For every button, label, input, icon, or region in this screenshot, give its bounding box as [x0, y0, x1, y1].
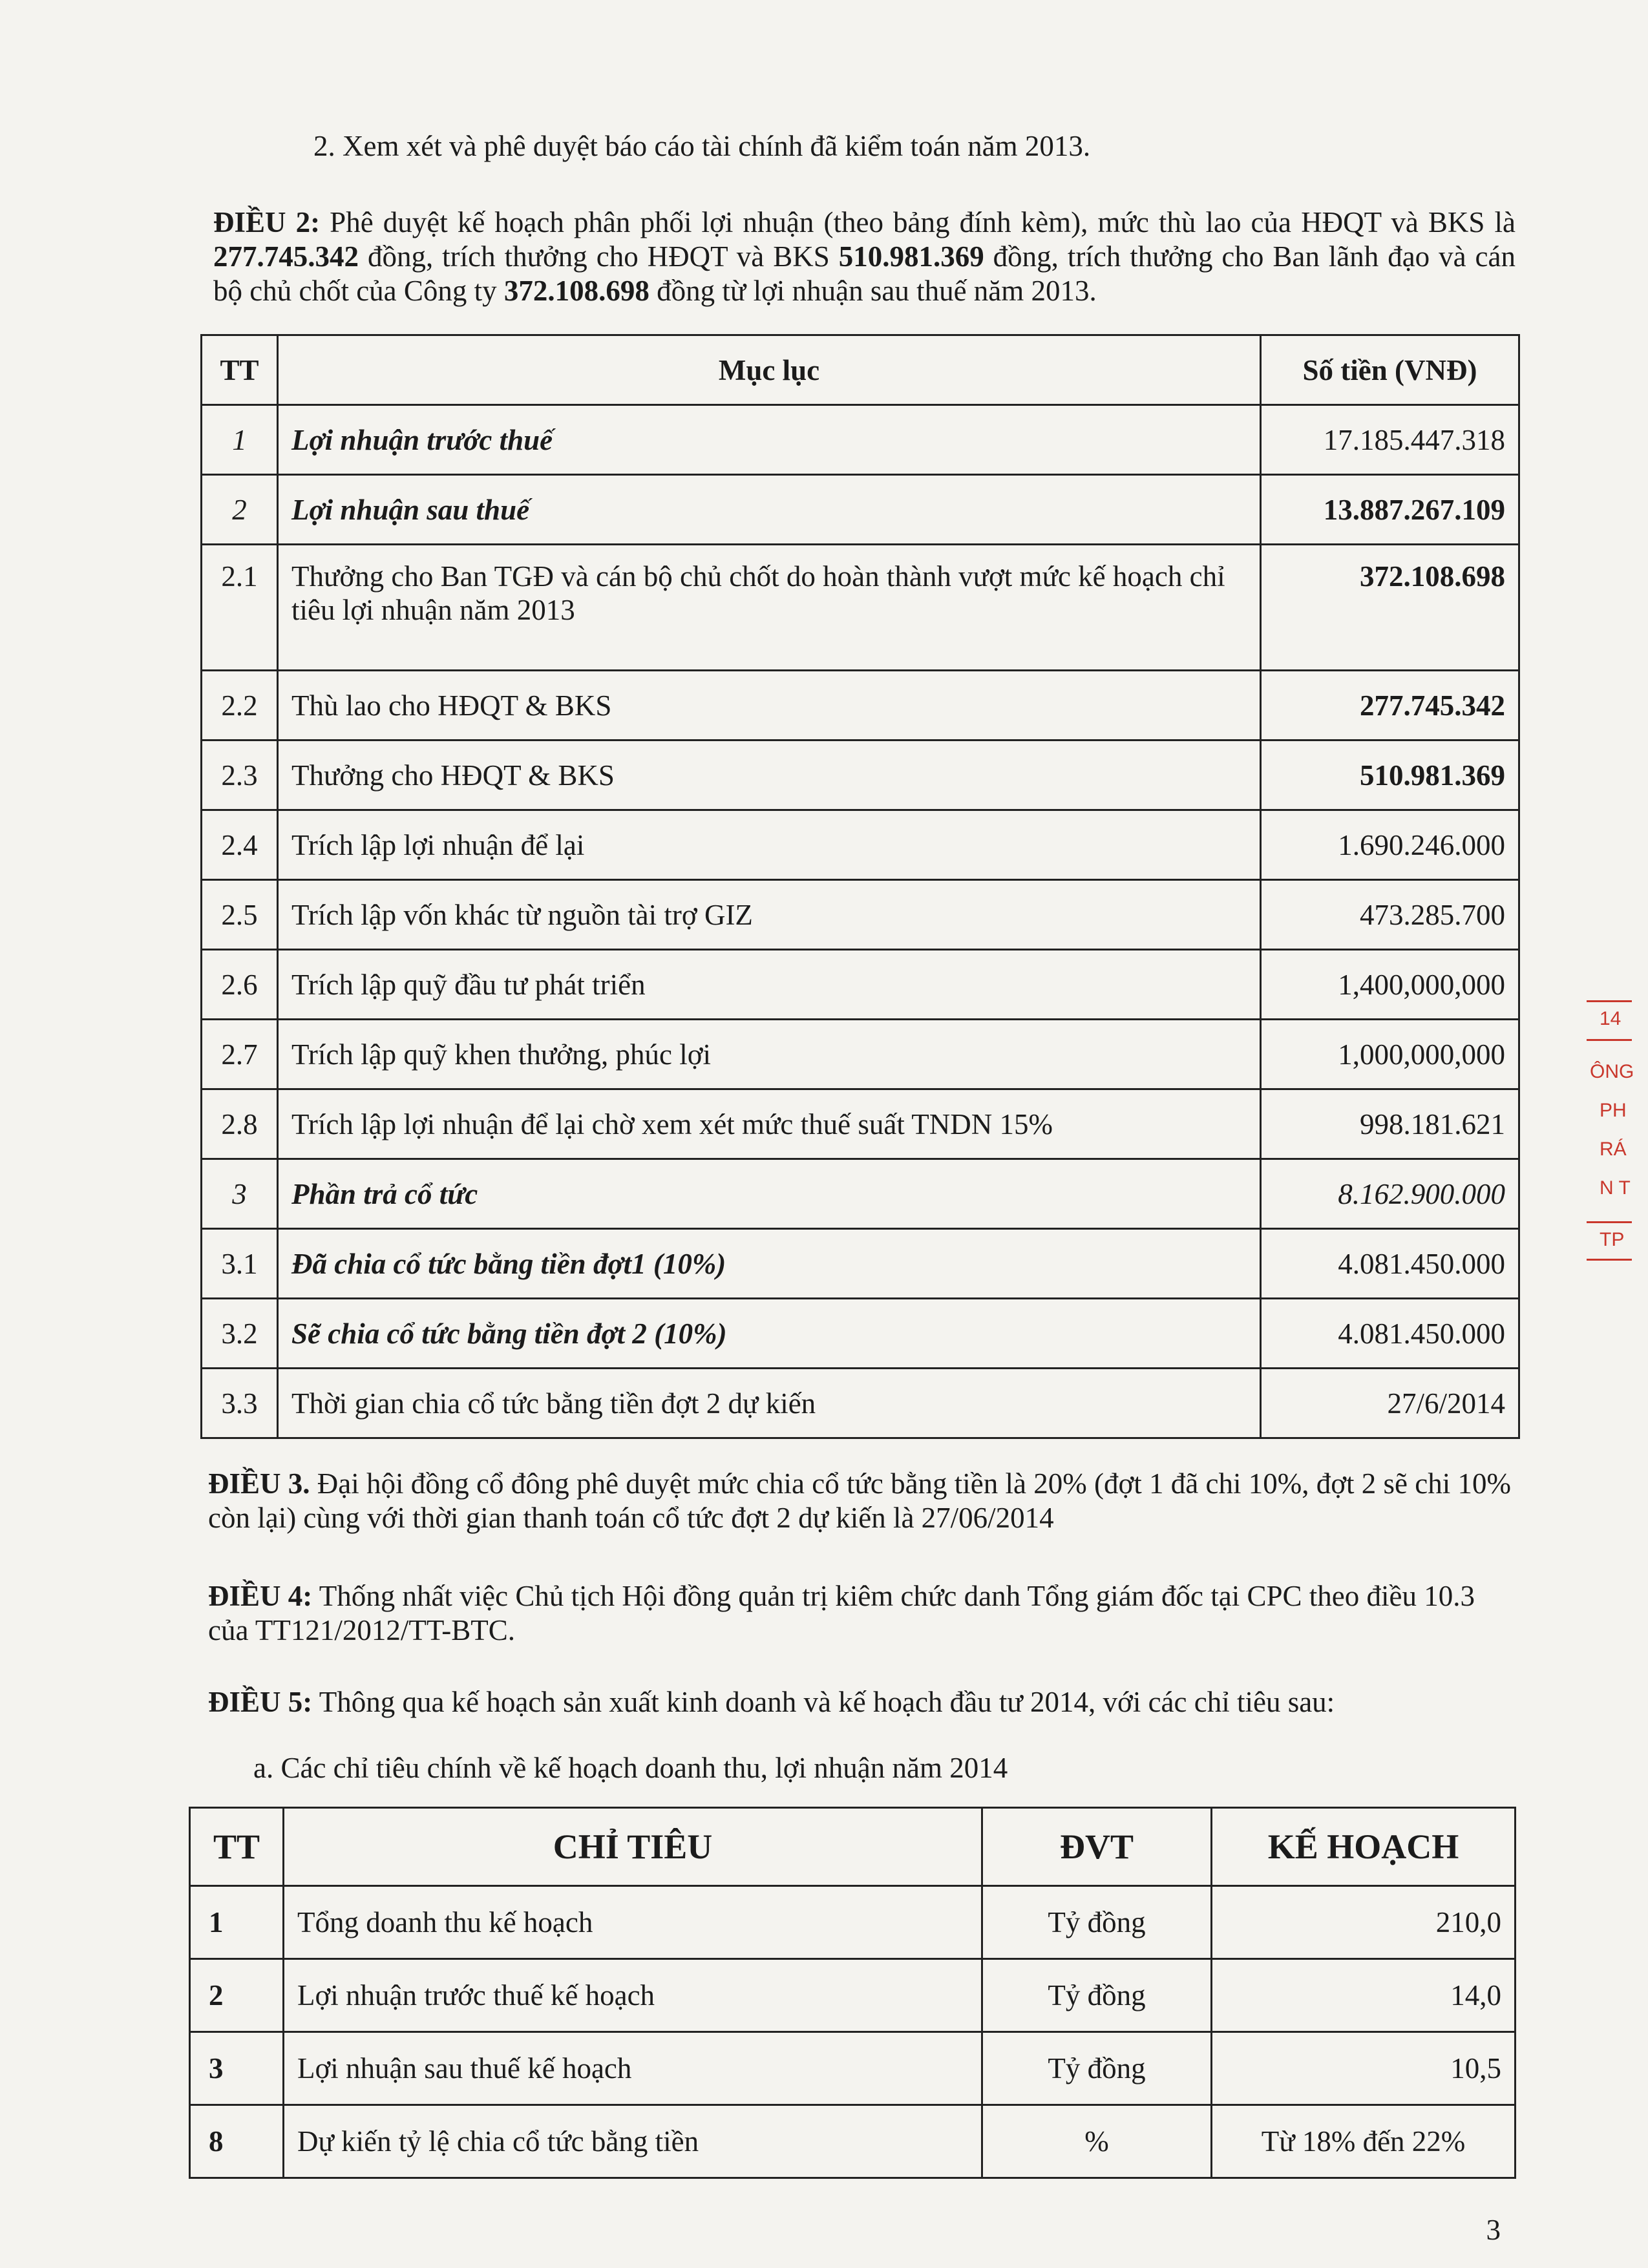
row-amount: 473.285.700	[1261, 880, 1519, 950]
plan-indicators-table	[189, 1807, 1516, 2179]
header-indicator: CHỈ TIÊU	[284, 1808, 982, 1886]
row-unit: %	[982, 2105, 1212, 2178]
row-tt: 2.7	[202, 1020, 278, 1089]
dieu-3-paragraph	[208, 1467, 1514, 1535]
stamp-line	[1587, 1039, 1632, 1041]
row-amount: 1,400,000,000	[1261, 950, 1519, 1020]
stamp-text: ÔNG	[1590, 1061, 1634, 1082]
row-item: Trích lập quỹ khen thưởng, phúc lợi	[278, 1020, 1261, 1089]
row-plan: Từ 18% đến 22%	[1212, 2105, 1516, 2178]
row-amount: 998.181.621	[1261, 1089, 1519, 1159]
row-amount: 277.745.342	[1261, 671, 1519, 740]
table-row	[202, 545, 1519, 671]
row-tt: 3	[202, 1159, 278, 1229]
row-unit: Tỷ đồng	[982, 1959, 1212, 2032]
row-amount: 372.108.698	[1261, 545, 1519, 671]
row-item: Trích lập vốn khác từ nguồn tài trợ GIZ	[278, 880, 1261, 950]
dieu-5-label: ĐIỀU 5:	[208, 1686, 313, 1718]
row-tt: 2.3	[202, 740, 278, 810]
table-row	[202, 1229, 1519, 1299]
dieu-4-text: Thống nhất việc Chủ tịch Hội đồng quản trị kiêm chức danh Tổng giám đốc tại CPC theo điều 10.3 của TT121/2012/TT-BTC.	[208, 1580, 1475, 1646]
row-amount: 4.081.450.000	[1261, 1299, 1519, 1369]
row-tt: 2.4	[202, 810, 278, 880]
header-unit: ĐVT	[982, 1808, 1212, 1886]
sub-item-a: a. Các chỉ tiêu chính về kế hoạch doanh thu, lợi nhuận năm 2014	[253, 1752, 1008, 1784]
row-item: Phần trả cổ tức	[278, 1159, 1261, 1229]
dieu-5-paragraph	[208, 1685, 1520, 1719]
row-amount: 1,000,000,000	[1261, 1020, 1519, 1089]
stamp-line	[1587, 1221, 1632, 1223]
dieu-2-text-2: đồng, trích thưởng cho HĐQT và BKS	[359, 240, 839, 273]
row-tt: 1	[202, 405, 278, 475]
header-item: Mục lục	[278, 335, 1261, 405]
dieu-2-amount-2: 510.981.369	[838, 240, 984, 273]
row-item: Sẽ chia cổ tức bằng tiền đợt 2 (10%)	[278, 1299, 1261, 1369]
dieu-5-text: Thông qua kế hoạch sản xuất kinh doanh và kế hoạch đầu tư 2014, với các chỉ tiêu sau:	[312, 1686, 1335, 1718]
table-header-row	[202, 335, 1519, 405]
dieu-4-paragraph	[208, 1579, 1514, 1648]
table-row	[202, 950, 1519, 1020]
header-tt: TT	[202, 335, 278, 405]
table-row	[202, 475, 1519, 545]
stamp-line	[1587, 1259, 1632, 1261]
dieu-2-text-3: đồng, trích thưởng cho Ban lãnh đạo và cán bộ chủ chốt của Công ty	[213, 240, 1516, 307]
stamp-text: TP	[1600, 1229, 1625, 1250]
dieu-2-paragraph	[213, 205, 1516, 308]
dieu-2-amount-3: 372.108.698	[503, 275, 650, 307]
row-unit: Tỷ đồng	[982, 2032, 1212, 2105]
row-item: Đã chia cổ tức bằng tiền đợt1 (10%)	[278, 1229, 1261, 1299]
intro-item: 2. Xem xét và phê duyệt báo cáo tài chính đã kiểm toán năm 2013.	[313, 130, 1091, 162]
dieu-3-text: Đại hội đồng cổ đông phê duyệt mức chia cổ tức bằng tiền là 20% (đợt 1 đã chi 10%, đợt 2 sẽ chi 10% còn lại) cùng với thời gian thanh toán cổ tức đợt 2 dự kiến là 27/06/2014	[208, 1467, 1511, 1534]
dieu-2-text-1: Phê duyệt kế hoạch phân phối lợi nhuận (theo bảng đính kèm), mức thù lao của HĐQT và BKS là	[320, 206, 1516, 238]
row-tt: 1	[190, 1886, 284, 1959]
row-unit: Tỷ đồng	[982, 1886, 1212, 1959]
row-amount: 1.690.246.000	[1261, 810, 1519, 880]
table-row	[202, 405, 1519, 475]
table-row	[202, 1299, 1519, 1369]
table-row	[202, 880, 1519, 950]
row-item: Trích lập lợi nhuận để lại	[278, 810, 1261, 880]
row-item: Lợi nhuận trước thuế	[278, 405, 1261, 475]
row-tt: 3	[190, 2032, 284, 2105]
row-plan: 210,0	[1212, 1886, 1516, 1959]
row-tt: 2.2	[202, 671, 278, 740]
row-amount: 510.981.369	[1261, 740, 1519, 810]
row-tt: 2.5	[202, 880, 278, 950]
row-tt: 8	[190, 2105, 284, 2178]
row-item: Thưởng cho HĐQT & BKS	[278, 740, 1261, 810]
row-plan: 14,0	[1212, 1959, 1516, 2032]
row-item: Thù lao cho HĐQT & BKS	[278, 671, 1261, 740]
row-tt: 3.3	[202, 1369, 278, 1438]
row-indicator: Dự kiến tỷ lệ chia cổ tức bằng tiền	[284, 2105, 982, 2178]
table-row	[202, 1089, 1519, 1159]
page-number: 3	[1486, 2214, 1501, 2246]
row-item: Trích lập quỹ đầu tư phát triển	[278, 950, 1261, 1020]
row-indicator: Tổng doanh thu kế hoạch	[284, 1886, 982, 1959]
row-tt: 2.8	[202, 1089, 278, 1159]
row-tt: 2.1	[202, 545, 278, 671]
row-tt: 3.2	[202, 1299, 278, 1369]
stamp-text: 14	[1600, 1008, 1622, 1029]
row-item: Thời gian chia cổ tức bằng tiền đợt 2 dự kiến	[278, 1369, 1261, 1438]
row-plan: 10,5	[1212, 2032, 1516, 2105]
table-row	[202, 810, 1519, 880]
row-tt: 2	[190, 1959, 284, 2032]
header-tt: TT	[190, 1808, 284, 1886]
dieu-3-label: ĐIỀU 3.	[208, 1467, 310, 1500]
row-indicator: Lợi nhuận sau thuế kế hoạch	[284, 2032, 982, 2105]
row-amount: 4.081.450.000	[1261, 1229, 1519, 1299]
red-stamp-fragment	[1587, 989, 1648, 1273]
row-item: Thưởng cho Ban TGĐ và cán bộ chủ chốt do hoàn thành vượt mức kế hoạch chỉ tiêu lợi nhuận năm 2013	[278, 545, 1261, 671]
stamp-text: PH	[1600, 1100, 1627, 1121]
row-item: Lợi nhuận sau thuế	[278, 475, 1261, 545]
row-item: Trích lập lợi nhuận để lại chờ xem xét mức thuế suất TNDN 15%	[278, 1089, 1261, 1159]
row-amount: 27/6/2014	[1261, 1369, 1519, 1438]
table-row	[190, 1886, 1516, 1959]
dieu-2-label: ĐIỀU 2:	[213, 206, 321, 238]
row-tt: 2	[202, 475, 278, 545]
table-row	[202, 1369, 1519, 1438]
header-amount: Số tiền (VNĐ)	[1261, 335, 1519, 405]
table-row	[190, 2105, 1516, 2178]
dieu-2-text-4: đồng từ lợi nhuận sau thuế năm 2013.	[649, 275, 1097, 307]
row-amount: 13.887.267.109	[1261, 475, 1519, 545]
stamp-text: N T	[1600, 1177, 1631, 1199]
table-row	[202, 1020, 1519, 1089]
table-row	[190, 1959, 1516, 2032]
table-header-row	[190, 1808, 1516, 1886]
table-row	[190, 2032, 1516, 2105]
row-tt: 3.1	[202, 1229, 278, 1299]
dieu-2-amount-1: 277.745.342	[213, 240, 359, 273]
stamp-line	[1587, 1000, 1632, 1002]
row-indicator: Lợi nhuận trước thuế kế hoạch	[284, 1959, 982, 2032]
row-amount: 8.162.900.000	[1261, 1159, 1519, 1229]
stamp-text: RÁ	[1600, 1139, 1627, 1160]
header-plan: KẾ HOẠCH	[1212, 1808, 1516, 1886]
table-row	[202, 740, 1519, 810]
table-row	[202, 1159, 1519, 1229]
row-tt: 2.6	[202, 950, 278, 1020]
profit-distribution-table	[200, 334, 1520, 1439]
table-row	[202, 671, 1519, 740]
dieu-4-label: ĐIỀU 4:	[208, 1580, 313, 1612]
row-amount: 17.185.447.318	[1261, 405, 1519, 475]
